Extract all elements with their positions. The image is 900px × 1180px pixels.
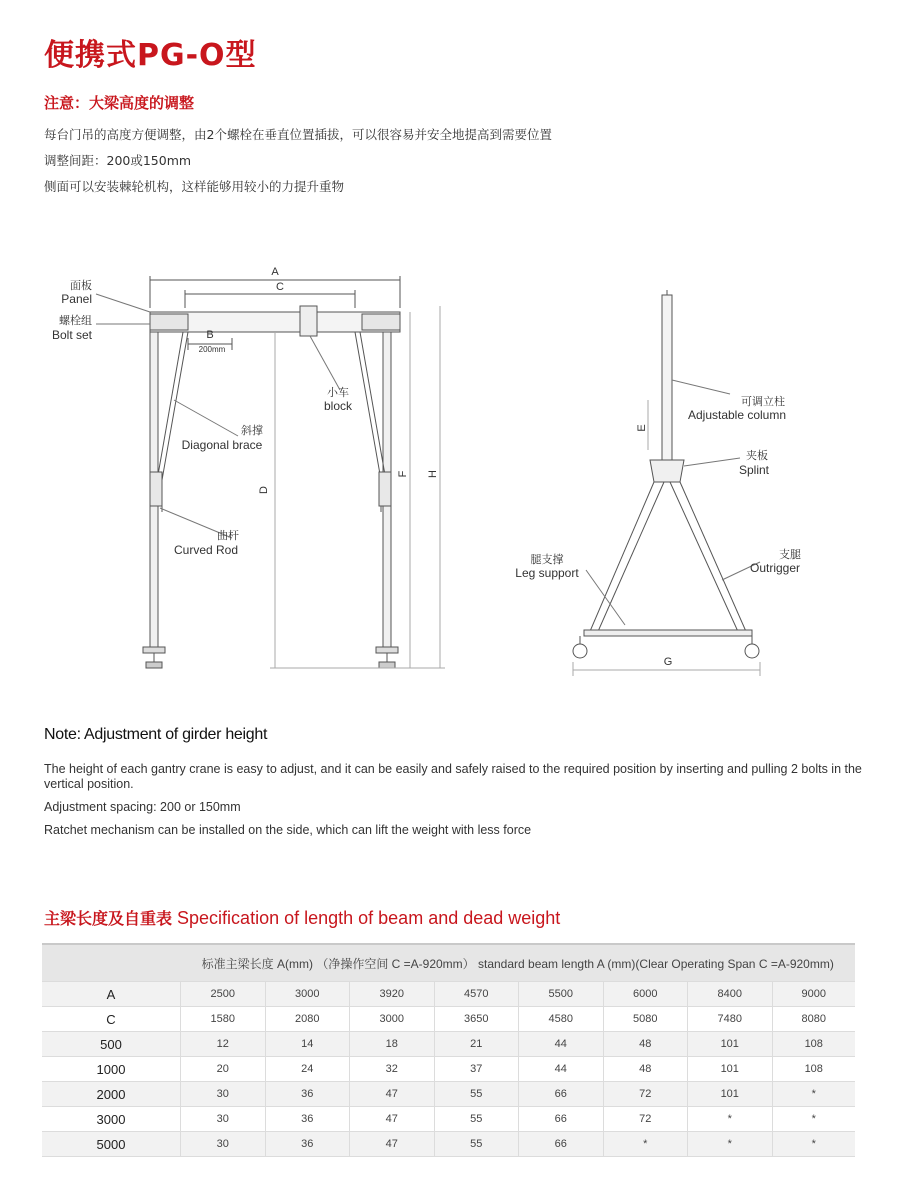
panel-label-en: Panel: [61, 292, 92, 306]
note-heading-en: Note: Adjustment of girder height: [44, 726, 268, 743]
row-label: C: [42, 1007, 181, 1032]
table-cell: 24: [265, 1057, 350, 1082]
bolt-label-en: Bolt set: [51, 328, 92, 342]
table-row: [42, 1032, 855, 1057]
table-cell: 36: [265, 1132, 350, 1157]
table-row: [42, 1082, 855, 1107]
note-line-cn: 侧面可以安装棘轮机构，这样能够用较小的力提升重物: [44, 179, 345, 194]
table-cell: 36: [265, 1107, 350, 1132]
table-cell: 36: [265, 1082, 350, 1107]
splint-label-en: Splint: [738, 463, 770, 477]
table-cell: 7480: [688, 1007, 773, 1032]
table-cell: 6000: [603, 982, 688, 1007]
table-cell: 101: [688, 1057, 773, 1082]
table-row: [42, 1007, 855, 1032]
table-cell: *: [772, 1082, 855, 1107]
dim-g-label: G: [663, 656, 673, 668]
row-label: 5000: [42, 1132, 181, 1157]
table-cell: 1580: [181, 1007, 266, 1032]
splint-label-cn: 夹板: [746, 450, 768, 462]
dim-200-label: 200mm: [198, 345, 226, 354]
table-cell: 66: [519, 1107, 604, 1132]
rod-label-cn: 曲杆: [217, 530, 239, 542]
table-cell: 30: [181, 1132, 266, 1157]
bolt-label-cn: 螺栓组: [59, 315, 92, 327]
table-cell: 21: [434, 1032, 519, 1057]
table-cell: 9000: [772, 982, 855, 1007]
row-label: 1000: [42, 1057, 181, 1082]
row-label: A: [42, 982, 181, 1007]
table-cell: 72: [603, 1107, 688, 1132]
table-cell: 2080: [265, 1007, 350, 1032]
table-cell: 30: [181, 1082, 266, 1107]
leg-label-cn: 腿支撑: [530, 554, 564, 566]
table-cell: *: [688, 1107, 773, 1132]
table-cell: *: [772, 1132, 855, 1157]
table-header: 标准主梁长度 A(mm) （净操作空间 C =A-920mm） standard beam length A (mm)(Clear Operating Span C =A-920mm): [181, 944, 856, 982]
table-cell: 3000: [265, 982, 350, 1007]
table-cell: 108: [772, 1032, 855, 1057]
spec-title-cn: 主梁长度及自重表: [44, 909, 173, 928]
table-cell: 14: [265, 1032, 350, 1057]
table-cell: 108: [772, 1057, 855, 1082]
table-header-row: [42, 944, 855, 982]
table-cell: 8080: [772, 1007, 855, 1032]
table-cell: 66: [519, 1132, 604, 1157]
dim-h-label: H: [427, 470, 439, 478]
rod-label-en: Curved Rod: [173, 543, 239, 557]
spec-title-en: Specification of length of beam and dead weight: [177, 908, 561, 928]
table-cell: 55: [434, 1132, 519, 1157]
table-cell: 44: [519, 1032, 604, 1057]
table-cell: 12: [181, 1032, 266, 1057]
dim-b-label: B: [206, 329, 214, 341]
brace-label-en: Diagonal brace: [181, 438, 263, 452]
table-header-corner: [42, 944, 181, 982]
table-cell: 20: [181, 1057, 266, 1082]
page-title: 便携式PG-O型: [44, 38, 257, 73]
table-row: [42, 1107, 855, 1132]
dim-c-label: C: [276, 281, 284, 293]
table-cell: 48: [603, 1032, 688, 1057]
table-cell: 66: [519, 1082, 604, 1107]
table-cell: 3650: [434, 1007, 519, 1032]
table-cell: 55: [434, 1082, 519, 1107]
table-row: [42, 1057, 855, 1082]
table-row: [42, 982, 855, 1007]
table-cell: 37: [434, 1057, 519, 1082]
table-cell: *: [688, 1132, 773, 1157]
brace-label-cn: 斜撑: [241, 425, 263, 437]
note-line-cn: 每台门吊的高度方便调整，由2个螺栓在垂直位置插拔，可以很容易并安全地提高到需要位置: [44, 127, 552, 142]
table-cell: 47: [350, 1132, 435, 1157]
table-cell: *: [603, 1132, 688, 1157]
note-line-cn: 调整间距：200或150mm: [44, 153, 192, 168]
table-cell: 4580: [519, 1007, 604, 1032]
dim-a-label: A: [271, 266, 279, 278]
panel-label-cn: 面板: [70, 280, 92, 292]
table-cell: 18: [350, 1032, 435, 1057]
dim-d-label: D: [258, 486, 270, 494]
block-label-en: block: [323, 399, 353, 413]
table-cell: 55: [434, 1107, 519, 1132]
table-cell: 47: [350, 1107, 435, 1132]
table-cell: 101: [688, 1032, 773, 1057]
column-label-en: Adjustable column: [687, 408, 787, 422]
column-label-cn: 可调立柱: [741, 396, 785, 408]
note-line-en: The height of each gantry crane is easy to adjust, and it can be easily and safely raised to the required position by inserting and pulling 2 bolts in the vertical position.: [44, 762, 862, 791]
table-cell: 3920: [350, 982, 435, 1007]
table-row: [42, 1132, 855, 1157]
note-line-en: Ratchet mechanism can be installed on the side, which can lift the weight with less force: [44, 823, 532, 837]
dim-e-label: E: [636, 424, 648, 432]
row-label: 3000: [42, 1107, 181, 1132]
row-label: 2000: [42, 1082, 181, 1107]
note-line-en: Adjustment spacing: 200 or 150mm: [44, 800, 241, 814]
note-heading-cn: 注意：大梁高度的调整: [44, 94, 195, 112]
table-cell: 5500: [519, 982, 604, 1007]
table-cell: 48: [603, 1057, 688, 1082]
table-cell: *: [772, 1107, 855, 1132]
row-label: 500: [42, 1032, 181, 1057]
gantry-crane-diagram: [0, 250, 900, 690]
table-cell: 30: [181, 1107, 266, 1132]
table-cell: 8400: [688, 982, 773, 1007]
spec-title: [44, 906, 560, 929]
table-cell: 44: [519, 1057, 604, 1082]
outrigger-label-cn: 支腿: [779, 549, 801, 561]
table-cell: 3000: [350, 1007, 435, 1032]
table-cell: 4570: [434, 982, 519, 1007]
table-cell: 2500: [181, 982, 266, 1007]
spec-table: [42, 943, 855, 1157]
note-text-cn: [44, 122, 552, 200]
table-cell: 72: [603, 1082, 688, 1107]
dim-f-label: F: [397, 470, 409, 478]
block-label-cn: 小车: [327, 387, 349, 399]
leg-label-en: Leg support: [515, 566, 579, 580]
table-cell: 101: [688, 1082, 773, 1107]
table-cell: 32: [350, 1057, 435, 1082]
table-cell: 5080: [603, 1007, 688, 1032]
table-cell: 47: [350, 1082, 435, 1107]
note-text-en: [44, 762, 874, 846]
outrigger-label-en: Outrigger: [749, 561, 801, 575]
table-body: [42, 982, 855, 1157]
